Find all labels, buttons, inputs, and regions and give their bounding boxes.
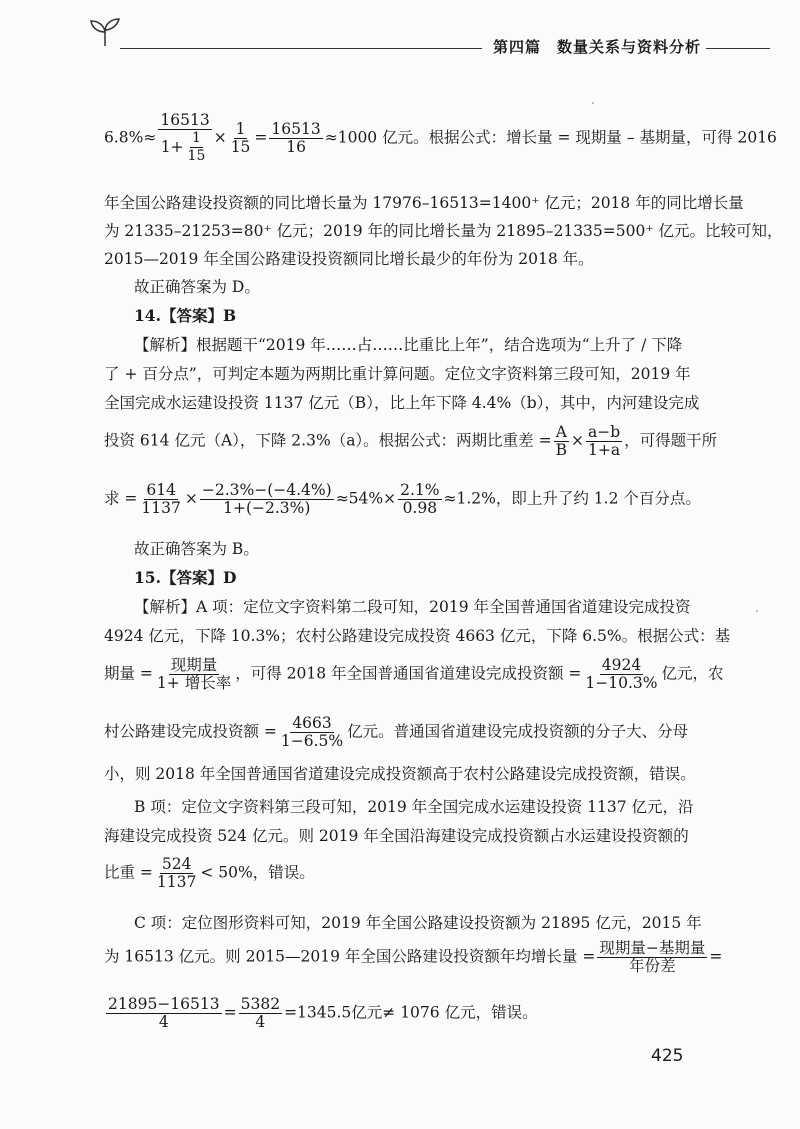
text-line: 为 21335–21253=80⁺ 亿元；2019 年的同比增长量为 21895–21335=500⁺ 亿元。比较可知， xyxy=(104,222,783,240)
text-line: 小，则 2018 年全国普通国省道建设完成投资额高于农村公路建设完成投资额，错误。 xyxy=(104,765,696,783)
fraction: $\frac{21895-16513}{4}$ xyxy=(108,995,220,1031)
fraction: $\frac{a-b}{1+a}$ xyxy=(588,423,621,459)
fraction: $\frac{2.1\%}{0.98}$ xyxy=(400,481,440,517)
fraction: $\frac{\text{现期量−基期量}}{\text{年份差}}$ xyxy=(599,939,706,975)
text-line: C 项：定位图形资料可知，2019 年全国公路建设投资额为 21895 亿元，2015 年 xyxy=(134,914,702,932)
text-line: 了 + 百分点”，可判定本题为两期比重计算问题。定位文字资料第三段可知，2019 年 xyxy=(104,365,691,383)
formula-line-19: 比重 = $\frac{524}{1137}$ < 50%，错误。 xyxy=(104,855,315,891)
fraction: 16513 1+ $\frac{1}{15}$ xyxy=(160,111,210,164)
fraction: $\frac{16513}{16}$ xyxy=(271,120,321,156)
page-number: 425 xyxy=(651,1046,684,1066)
fraction: $\frac{1}{15}$ xyxy=(230,120,251,156)
fraction: $\frac{4924}{1-10.3\%}$ xyxy=(585,656,658,692)
fraction: $\frac{524}{1137}$ xyxy=(156,855,197,891)
answer-line: 故正确答案为 D。 xyxy=(134,278,260,296)
fraction: $\frac{-2.3\%-(-4.4\%)}{1+(-2.3\%)}$ xyxy=(201,481,332,517)
question-answer-15: 15.【答案】D xyxy=(134,568,237,587)
formula-line-21: 为 16513 亿元。则 2015—2019 年全国公路建设投资额年均增长量 = $\frac{\text{现期量−基期量}}{\text{年份差}}$ = xyxy=(104,939,723,975)
text-line: B 项：定位文字资料第三段可知，2019 年全国完成水运建设投资 1137 亿元，沿 xyxy=(134,798,694,816)
text-line: 海建设完成投资 524 亿元。则 2019 年全国沿海建设完成投资额占水运建设投资额的 xyxy=(104,827,689,845)
formula-line-9: 投资 614 亿元（A），下降 2.3%（a）。根据公式：两期比重差 = $\frac{A}{B}$ × $\frac{a-b}{1+a}$ ，可得题干所 xyxy=(104,423,718,459)
fraction: $\frac{4663}{1-6.5\%}$ xyxy=(280,714,344,750)
scan-speck xyxy=(592,102,594,104)
answer-line: 故正确答案为 B。 xyxy=(134,540,259,558)
text-line: 4924 亿元，下降 10.3%；农村公路建设完成投资 4663 亿元，下降 6.5%。根据公式：基 xyxy=(104,627,731,645)
formula-line-14: 期量 = $\frac{\text{现期量}}{\text{1+ 增长率}}$ ，可得 2018 年全国普通国省道建设完成投资额 = $\frac{4924}{1-10.3\%}$ 亿元，农 xyxy=(104,656,724,692)
fraction: $\frac{5382}{4}$ xyxy=(240,995,281,1031)
text-line: 【解析】根据题干“2019 年……占……比重比上年”，结合选项为“上升了 / 下降 xyxy=(134,336,683,354)
formula-line-10: 求 = $\frac{614}{1137}$ × $\frac{-2.3\%-(-4.4\%)}{1+(-2.3\%)}$ ≈54%× $\frac{2.1\%}{0.98}$ ≈1.2%，即上升了约 1.2 个百分点。 xyxy=(104,481,701,517)
header-title: 第四篇 数量关系与资料分析 xyxy=(493,38,702,56)
fraction: $\frac{A}{B}$ xyxy=(555,423,567,459)
fraction: $\frac{614}{1137}$ xyxy=(141,481,181,517)
formula-line-22: $\frac{21895-16513}{4}$ = $\frac{5382}{4}$ =1345.5亿元≠ 1076 亿元，错误。 xyxy=(108,995,538,1031)
formula-line-15: 村公路建设完成投资额 = $\frac{4663}{1-6.5\%}$ 亿元。普通国省道建设完成投资额的分子大、分母 xyxy=(104,714,689,750)
page-header xyxy=(0,0,800,60)
scan-speck xyxy=(756,610,758,612)
text-line: 年全国公路建设投资额的同比增长量为 17976–16513=1400⁺ 亿元；2018 年的同比增长量 xyxy=(104,194,744,212)
text-line: 2015—2019 年全国公路建设投资额同比增长最少的年份为 2018 年。 xyxy=(104,250,594,268)
sprout-leaf-icon xyxy=(88,16,122,48)
fraction: $\frac{\text{现期量}}{\text{1+ 增长率}}$ xyxy=(156,656,232,692)
text-line: 全国完成水运建设投资 1137 亿元（B），比上年下降 4.4%（b），其中，内河建设完成 xyxy=(104,394,700,412)
text-line: 【解析】A 项：定位文字资料第二段可知，2019 年全国普通国省道建设完成投资 xyxy=(134,598,691,616)
header-rule-left xyxy=(120,48,482,49)
question-answer-14: 14.【答案】B xyxy=(134,306,237,325)
formula-line-1: 6.8%≈ 16513 1+ $\frac{1}{15}$ × $\frac{1}{15}$ = $\frac{16513}{16}$ ≈1000 亿元。根据公式：增长量 = 现期量 – 基期量，可得 2016 xyxy=(104,111,777,164)
fraction: $\frac{1}{15}$ xyxy=(187,130,206,164)
header-rule-right xyxy=(706,48,770,49)
